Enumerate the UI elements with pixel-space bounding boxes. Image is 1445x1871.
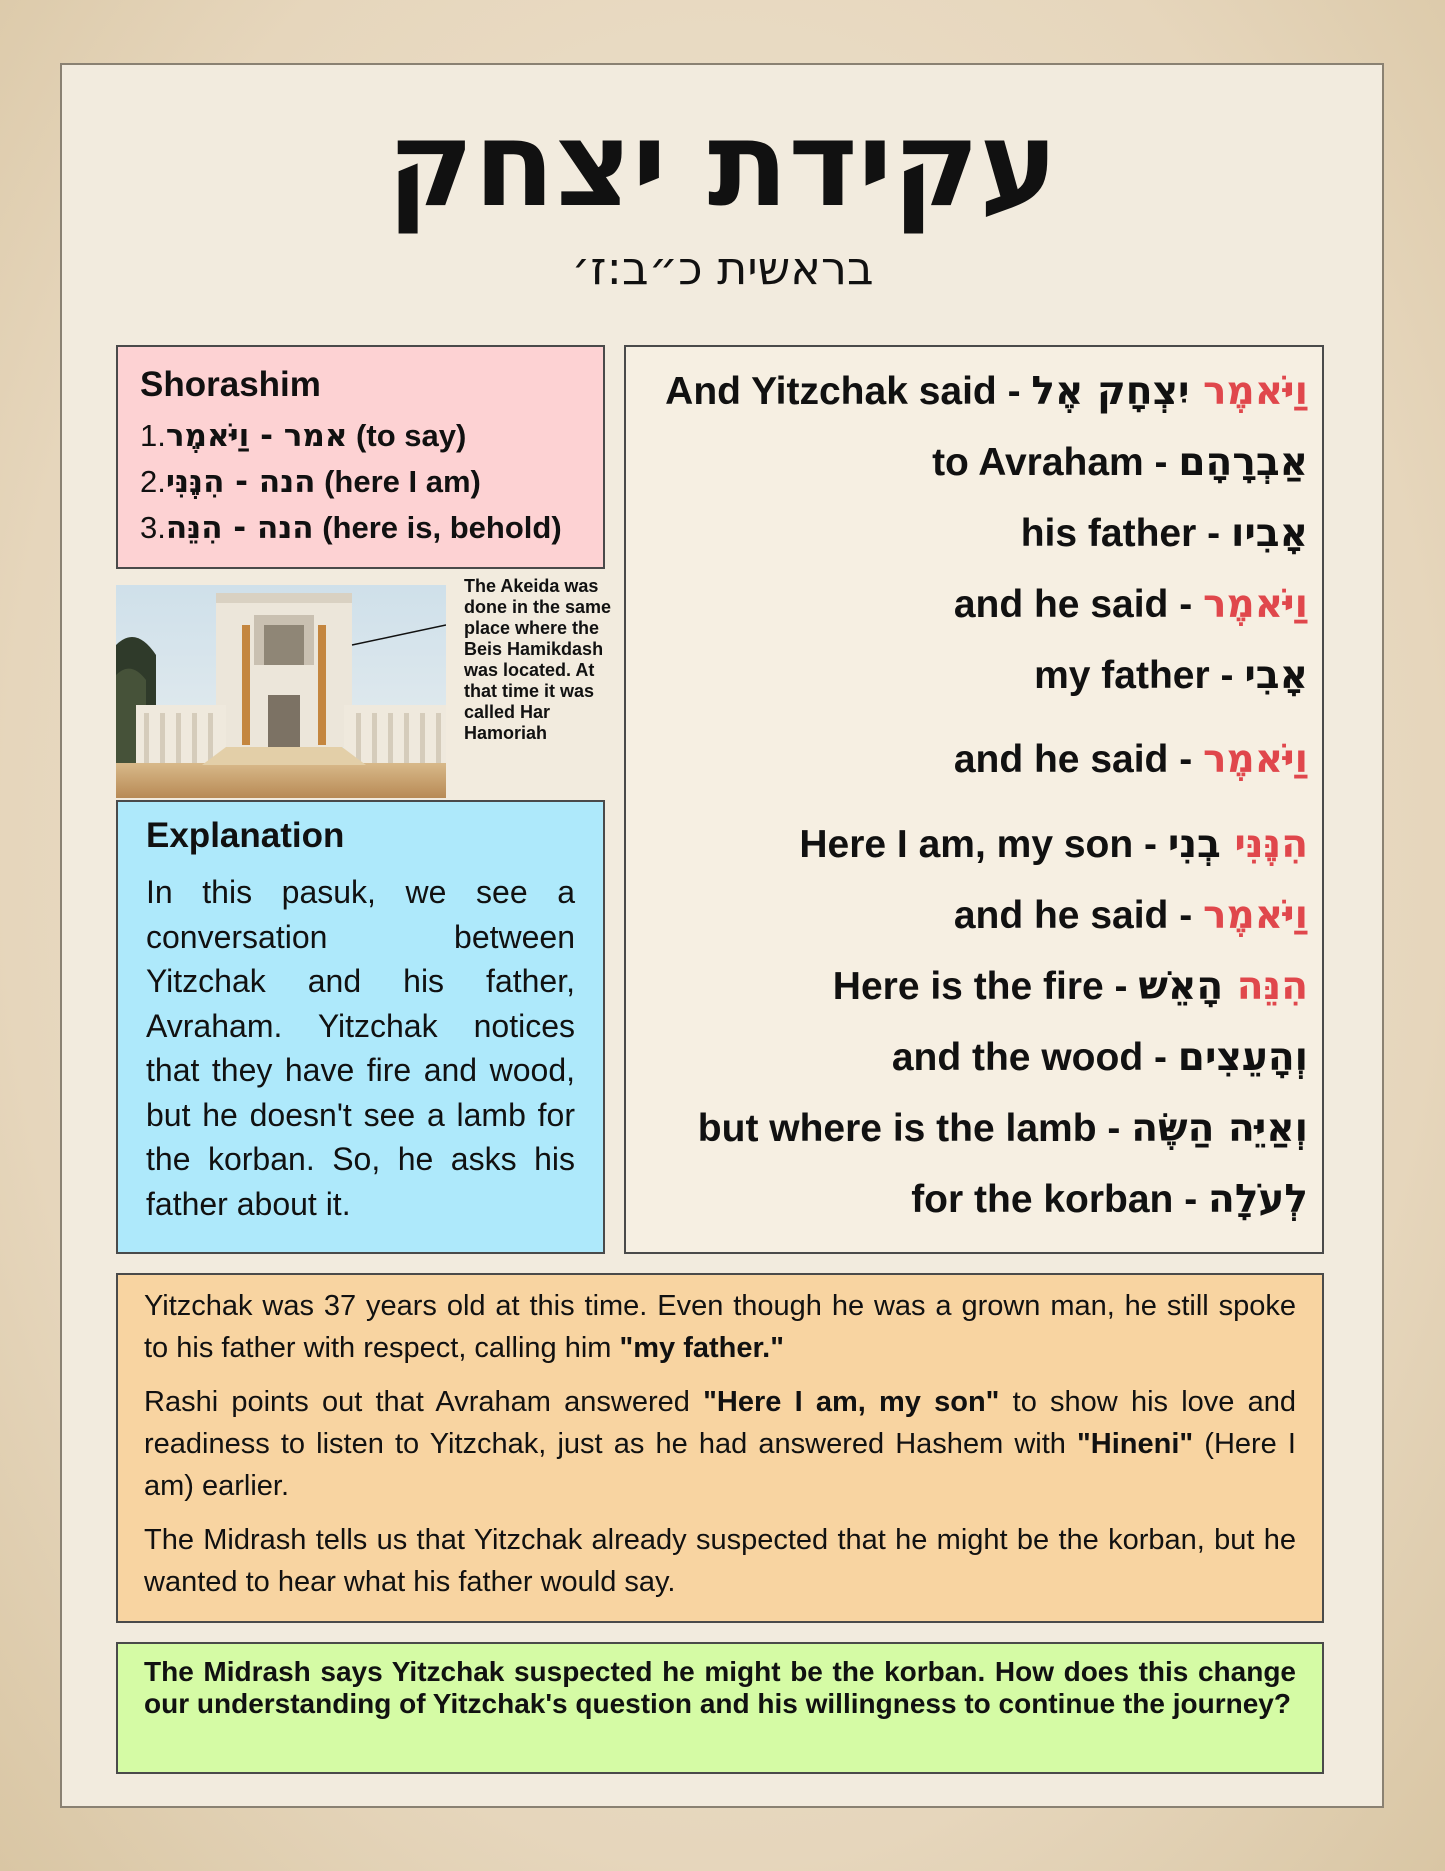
note-text: Yitzchak was 37 years old at this time. Even though he was a grown man, he still spoke to his father with respect, calling him xyxy=(144,1290,1296,1364)
pasuk-line xyxy=(1034,653,1308,698)
note-paragraph xyxy=(144,1285,1296,1369)
explanation-box xyxy=(116,800,605,1254)
pasuk-english: his father - xyxy=(1020,512,1231,555)
pasuk-hebrew-phrase xyxy=(1031,369,1308,414)
pasuk-english: but where is the lamb - xyxy=(697,1107,1132,1150)
shorash-meaning: (here is, behold) xyxy=(322,510,562,545)
pasuk-line xyxy=(954,893,1308,938)
pasuk-english: and he said - xyxy=(953,738,1204,781)
shorashim-heading: Shorashim xyxy=(140,365,321,404)
pasuk-hebrew: הָאֵשׁ xyxy=(1138,964,1224,1009)
notes-box xyxy=(116,1273,1324,1623)
pasuk-hebrew: לְעֹלָה xyxy=(1208,1177,1308,1222)
explanation-heading: Explanation xyxy=(146,816,345,855)
pasuk-highlight: וַיֹּאמֶר xyxy=(1203,582,1308,627)
pasuk-highlight: וַיֹּאמֶר xyxy=(1203,737,1308,782)
pasuk-hebrew: וְהָעֵצִים xyxy=(1177,1035,1308,1080)
pasuk-english: Here is the fire - xyxy=(832,965,1139,1008)
shorash-item xyxy=(140,459,581,505)
pasuk-line xyxy=(932,440,1308,485)
shorash-root: הנה - הִנֶּנִּי xyxy=(165,464,316,500)
pasuk-english: my father - xyxy=(1034,654,1245,697)
pasuk-line xyxy=(698,1106,1308,1151)
page-subtitle: בראשית כ״ב:ז׳ xyxy=(571,241,874,295)
shorash-item xyxy=(140,505,581,551)
shorash-meaning: (here I am) xyxy=(324,464,481,499)
note-emphasis: "Here I am, my son" xyxy=(703,1386,1000,1418)
pasuk-line xyxy=(954,582,1308,627)
shorash-num: 2. xyxy=(140,464,166,499)
discussion-question: The Midrash says Yitzchak suspected he might be the korban. How does this change our understanding of Yitzchak's question and his willingness to continue the journey? xyxy=(144,1656,1296,1719)
pasuk-hebrew: בְנִי xyxy=(1167,822,1221,867)
pasuk-hebrew: אָבִי xyxy=(1244,653,1308,698)
pasuk-english: for the korban - xyxy=(911,1178,1209,1221)
pasuk-hebrew: אָבִיו xyxy=(1230,511,1308,556)
page-title: עקידת יצחק xyxy=(386,95,1058,233)
shorash-root: הנה - הִנֵּה xyxy=(165,510,314,546)
pasuk-highlight: וַיֹּאמֶר xyxy=(1203,893,1308,938)
pasuk-hebrew-phrase xyxy=(1168,822,1308,867)
pasuk-highlight: הִנֵּה xyxy=(1236,964,1308,1009)
pasuk-highlight: וַיֹּאמֶר xyxy=(1203,369,1308,414)
note-paragraph: The Midrash tells us that Yitzchak already suspected that he might be the korban, but he wanted to hear what his father would say. xyxy=(144,1524,1296,1598)
shorash-item xyxy=(140,413,581,459)
shorash-num: 1. xyxy=(140,418,166,453)
pasuk-hebrew-phrase xyxy=(1138,964,1308,1009)
note-emphasis: "my father." xyxy=(619,1332,784,1364)
shorash-meaning: (to say) xyxy=(356,418,467,453)
pasuk-line xyxy=(799,822,1308,867)
note-text: to show his love and readiness to listen to Yitzchak, just as he had answered Hashem with xyxy=(144,1386,1297,1460)
pasuk-line xyxy=(665,369,1308,414)
pasuk-line xyxy=(892,1035,1308,1080)
pasuk-hebrew: יִצְחָק אֶל xyxy=(1031,369,1190,414)
pasuk-english: and he said - xyxy=(953,894,1204,937)
explanation-text: In this pasuk, we see a conversation between Yitzchak and his father, Avraham. Yitzchak notices that they have fire and wood, but he doesn't see a lamb for the korban. So, he asks his father about it. xyxy=(146,874,575,1222)
pasuk-translation-box xyxy=(624,345,1324,1254)
pasuk-line xyxy=(833,964,1308,1009)
pasuk-line xyxy=(911,1177,1308,1222)
illustration-caption: The Akeida was done in the same place where the Beis Hamikdash was located. At that time it was called Har Hamoriah xyxy=(464,576,612,743)
pasuk-line xyxy=(954,737,1308,782)
note-emphasis: "Hineni" xyxy=(1077,1428,1194,1460)
note-text: Rashi points out that Avraham answered xyxy=(144,1386,704,1418)
question-box xyxy=(116,1642,1324,1774)
shorash-num: 3. xyxy=(140,510,166,545)
pasuk-english: Here I am, my son - xyxy=(799,823,1168,866)
shorashim-box xyxy=(116,345,605,569)
note-text: (Here I am) earlier. xyxy=(144,1428,1296,1502)
pasuk-english: And Yitzchak said - xyxy=(665,370,1032,413)
pasuk-english: to Avraham - xyxy=(932,441,1179,484)
shorash-root: אמר - וַיֹּאמֶר xyxy=(165,418,348,454)
pasuk-highlight: הִנֶּנִּי xyxy=(1234,822,1308,867)
pasuk-english: and he said - xyxy=(953,583,1204,626)
note-paragraph xyxy=(144,1381,1296,1507)
pasuk-hebrew: וְאַיֵּה הַשֶּׂה xyxy=(1131,1106,1308,1151)
pasuk-english: and the wood - xyxy=(891,1036,1178,1079)
pasuk-line xyxy=(1021,511,1308,556)
beis-hamikdash-illustration xyxy=(116,585,446,798)
pasuk-hebrew: אַבְרָהָם xyxy=(1178,440,1308,485)
